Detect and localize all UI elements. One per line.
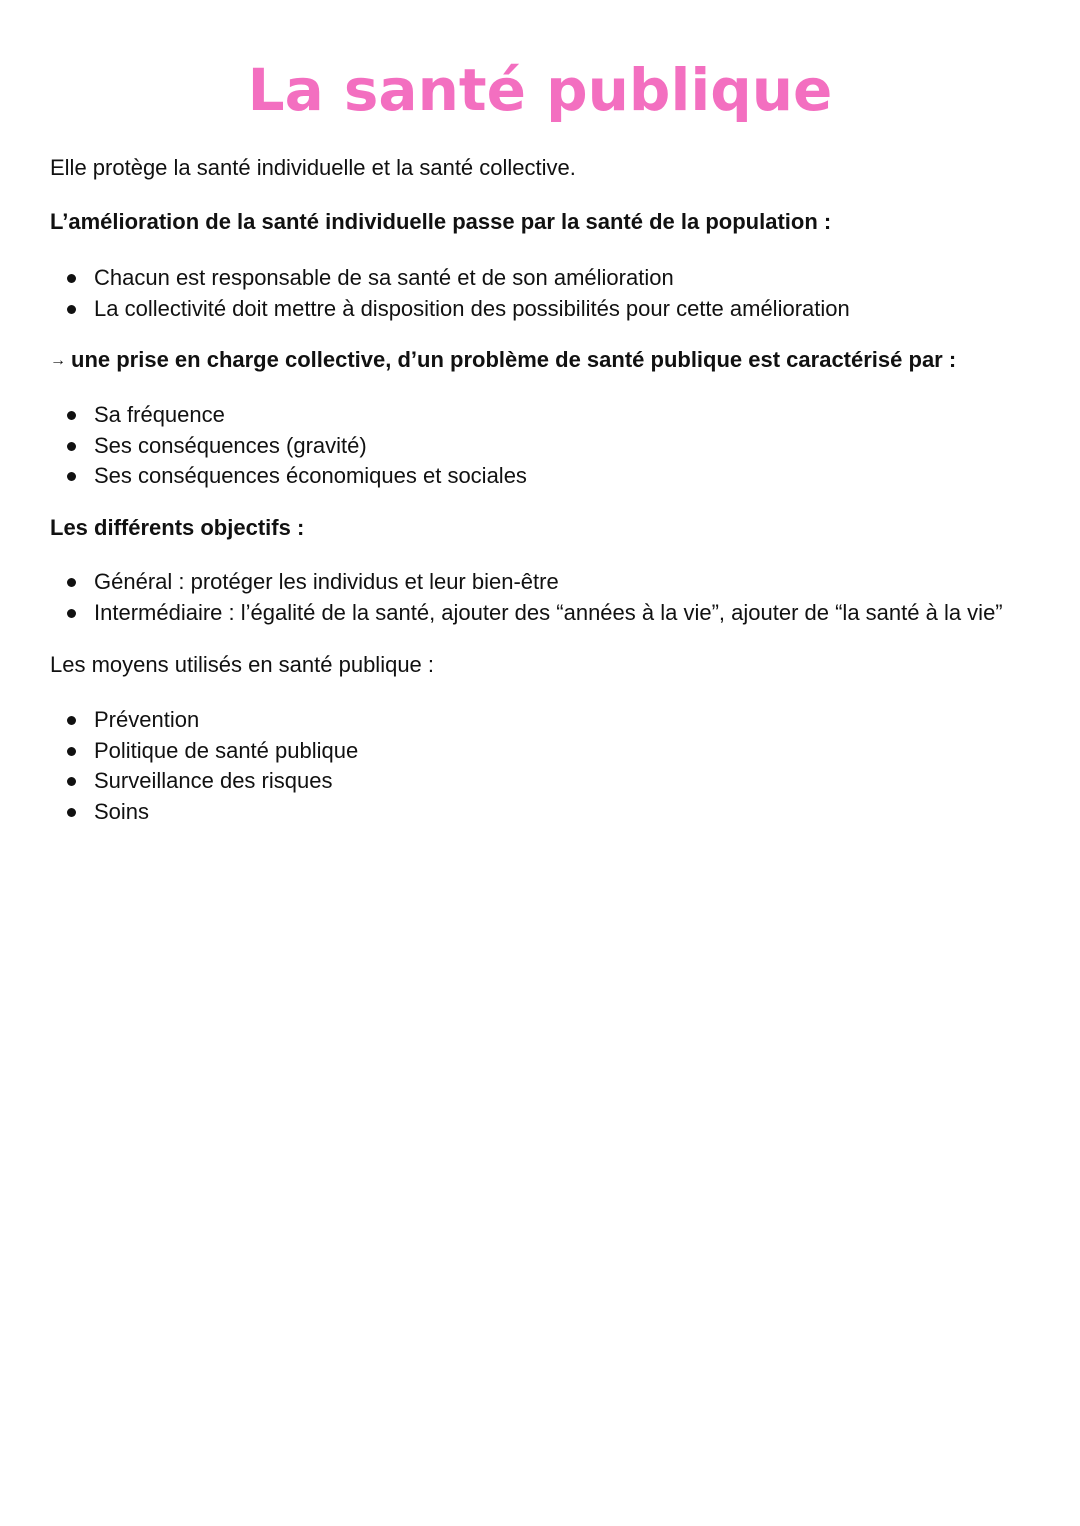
section3-heading: Les différents objectifs : (50, 515, 305, 540)
section4-heading: Les moyens utilisés en santé publique : (50, 652, 435, 677)
list-item (0, 461, 527, 492)
list-item (0, 797, 358, 828)
list-item-text: Politique de santé publique (94, 737, 359, 763)
list-item-text: Chacun est responsable de sa santé et de son amélioration (94, 265, 674, 290)
list-item (0, 431, 527, 462)
bullet-icon (67, 808, 76, 817)
section1-list (0, 263, 850, 324)
section2-heading (50, 345, 956, 376)
arrow-icon: → (50, 352, 66, 369)
bullet-icon (67, 716, 76, 725)
list-item-text: Général : protéger les individus et leur bien-être (94, 569, 559, 594)
bullet-icon (67, 305, 76, 314)
list-item (0, 736, 358, 767)
list-item (0, 294, 850, 325)
list-item-text: Intermédiaire : l’égalité de la santé, ajouter des “années à la vie”, ajouter de “la santé à la vie” (94, 599, 1003, 625)
list-item (0, 598, 1003, 629)
list-item-text: Ses conséquences (gravité) (94, 432, 367, 458)
bullet-icon (67, 578, 76, 587)
list-item-text: Prévention (94, 707, 200, 732)
list-item (0, 766, 358, 797)
list-item-text: Soins (94, 798, 150, 824)
bullet-icon (67, 747, 76, 756)
list-item-text: Sa fréquence (94, 402, 225, 427)
section2-list (0, 400, 527, 492)
intro-paragraph: Elle protège la santé individuelle et la santé collective. (50, 155, 576, 180)
page-title: La santé publique (247, 56, 833, 124)
list-item (0, 705, 358, 736)
section1-heading: L’amélioration de la santé individuelle passe par la santé de la population : (50, 209, 832, 234)
list-item (0, 263, 850, 294)
list-item (0, 567, 1003, 598)
section2-heading-text: une prise en charge collective, d’un problème de santé publique est caractérisé par : (71, 347, 957, 372)
list-item-text: La collectivité doit mettre à disposition des possibilités pour cette amélioration (94, 295, 850, 321)
list-item (0, 400, 527, 431)
section4-list (0, 705, 358, 827)
bullet-icon (67, 777, 76, 786)
bullet-icon (67, 411, 76, 420)
bullet-icon (67, 442, 76, 451)
section3-list (0, 567, 1003, 628)
bullet-icon (67, 472, 76, 481)
list-item-text: Ses conséquences économiques et sociales (94, 463, 527, 488)
list-item-text: Surveillance des risques (94, 768, 333, 793)
bullet-icon (67, 274, 76, 283)
bullet-icon (67, 609, 76, 618)
